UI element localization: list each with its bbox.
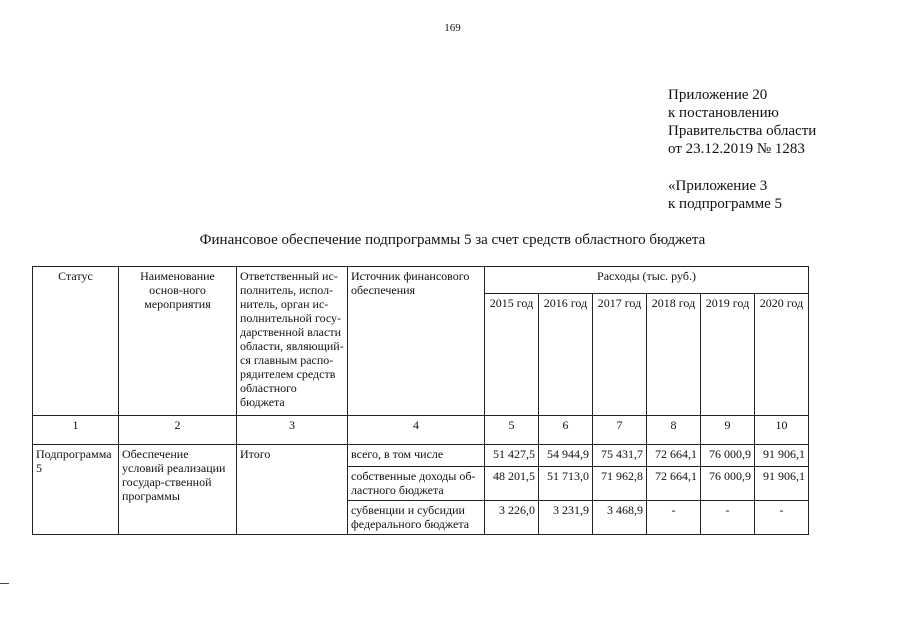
column-number: 5: [485, 416, 539, 445]
row-source: собственные доходы об-ластного бюджета: [348, 467, 485, 501]
row-value: 3 226,0: [485, 501, 539, 535]
row-value: 91 906,1: [755, 467, 809, 501]
row-value: 76 000,9: [701, 445, 755, 467]
row-value: 3 231,9: [539, 501, 593, 535]
row-value: 51 713,0: [539, 467, 593, 501]
row-value: 72 664,1: [647, 467, 701, 501]
column-number: 2: [119, 416, 237, 445]
row-value: -: [701, 501, 755, 535]
row-value: 71 962,8: [593, 467, 647, 501]
sub-appendix-line: «Приложение 3: [668, 178, 768, 194]
column-number-row: [33, 416, 809, 445]
column-number: 3: [237, 416, 348, 445]
row-name: Обеспечение условий реализации государ-ственной программы: [119, 445, 237, 535]
row-value: 3 468,9: [593, 501, 647, 535]
page-number: 169: [444, 22, 461, 34]
column-number: 10: [755, 416, 809, 445]
appendix-line: к постановлению: [668, 105, 779, 121]
row-value: 72 664,1: [647, 445, 701, 467]
column-number: 6: [539, 416, 593, 445]
header-expenses: Расходы (тыс. руб.): [485, 267, 809, 294]
header-status: Статус: [33, 267, 119, 416]
header-year: 2015 год: [485, 294, 539, 416]
margin-mark: [0, 583, 9, 584]
header-year: 2016 год: [539, 294, 593, 416]
row-value: 76 000,9: [701, 467, 755, 501]
row-value: 54 944,9: [539, 445, 593, 467]
row-value: 48 201,5: [485, 467, 539, 501]
row-value: 91 906,1: [755, 445, 809, 467]
header-year: 2020 год: [755, 294, 809, 416]
row-value: 51 427,5: [485, 445, 539, 467]
column-number: 1: [33, 416, 119, 445]
column-number: 4: [348, 416, 485, 445]
sub-appendix-block: [668, 177, 782, 213]
row-value: -: [647, 501, 701, 535]
column-number: 9: [701, 416, 755, 445]
appendix-line: от 23.12.2019 № 1283: [668, 141, 805, 157]
financing-table: [32, 266, 809, 535]
row-value: -: [755, 501, 809, 535]
header-responsible: Ответственный ис-полнитель, испол-нитель, орган ис-полнительной госу-дарственной власти области, являющий-ся главным распо-рядителем средств областного бюджета: [237, 267, 348, 416]
header-year: 2017 год: [593, 294, 647, 416]
column-number: 7: [593, 416, 647, 445]
column-number: 8: [647, 416, 701, 445]
appendix-line: Приложение 20: [668, 87, 768, 103]
row-source: субвенции и субсидии федерального бюджета: [348, 501, 485, 535]
row-source: всего, в том числе: [348, 445, 485, 467]
header-year: 2019 год: [701, 294, 755, 416]
header-year: 2018 год: [647, 294, 701, 416]
table-row: [33, 445, 809, 467]
appendix-line: Правительства области: [668, 123, 817, 139]
document-title: Финансовое обеспечение подпрограммы 5 за счет средств областного бюджета: [199, 232, 706, 248]
row-status: Подпрограмма 5: [33, 445, 119, 535]
row-responsible: Итого: [237, 445, 348, 535]
sub-appendix-line: к подпрограмме 5: [668, 196, 782, 212]
header-name: Наименование основ-ного мероприятия: [119, 267, 237, 416]
row-value: 75 431,7: [593, 445, 647, 467]
appendix-block: [668, 86, 816, 158]
header-source: Источник финансового обеспечения: [348, 267, 485, 416]
